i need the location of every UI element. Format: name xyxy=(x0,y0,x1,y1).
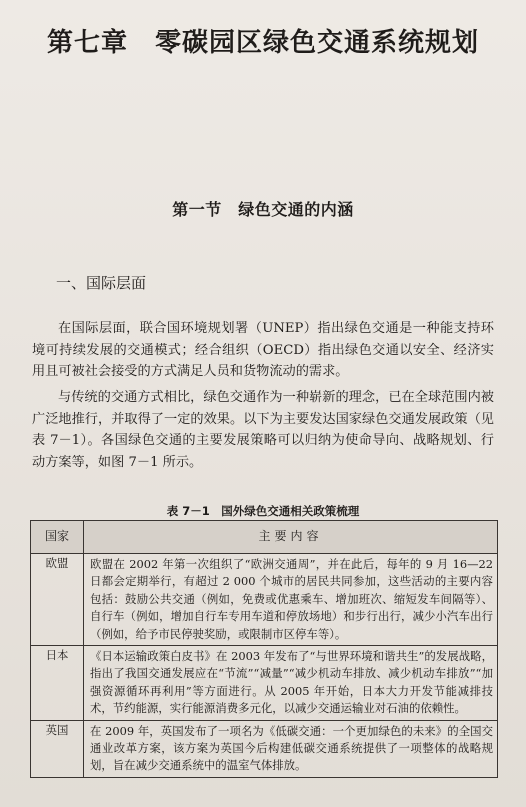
subsection-title: 一、国际层面 xyxy=(56,274,147,292)
body-paragraph: 在国际层面，联合国环境规划署（UNEP）指出绿色交通是一种能支持环境可持续发展的交通模式；经合组织（OECD）指出绿色交通以安全、经济实用且可被社会接受的方式满足人员和货物流动的需求。 xyxy=(32,321,494,379)
cell-country: 日本 xyxy=(31,646,84,721)
table-row xyxy=(31,554,498,646)
table-header-row xyxy=(31,521,498,554)
policy-table xyxy=(30,520,498,778)
cell-content: 在 2009 年，英国发布了一项名为《低碳交通：一个更加绿色的未来》的全国交通业改革方案，该方案为英国今后构建低碳交通系统提供了一项整体的战略规划，旨在减少交通系统中的温室气体排放。 xyxy=(84,720,498,777)
section-title: 第一节 绿色交通的内涵 xyxy=(172,200,354,219)
cell-country: 英国 xyxy=(31,720,84,777)
header-country: 国家 xyxy=(31,521,84,554)
body-paragraph: 与传统的交通方式相比，绿色交通作为一种崭新的理念，已在全球范围内被广泛地推行，并取得了一定的效果。以下为主要发达国家绿色交通发展政策（见表 7－1）。各国绿色交通的主要发展策略可以归纳为使命导向、战略规划、行动方案等，如图 7－1 所示。 xyxy=(32,390,494,470)
cell-content: 《日本运输政策白皮书》在 2003 年发布了“与世界环境和谐共生”的发展战略，指出了我国交通发展应在“节流”“减量”“减少机动车排放、减少机动车排放”“加强资源循环再利用”等方面进行。从 2005 年开始，日本大力开发节能减排技术，节约能源，实行能源消费多元化，以减少交通运输业对石油的依赖性。 xyxy=(84,646,498,721)
table-caption: 表 7－1 国外绿色交通相关政策梳理 xyxy=(166,504,360,518)
table-row xyxy=(31,720,498,777)
table-row xyxy=(31,646,498,721)
chapter-title: 第七章 零碳园区绿色交通系统规划 xyxy=(46,28,479,58)
header-content: 主要内容 xyxy=(84,521,498,554)
cell-country: 欧盟 xyxy=(31,554,84,646)
cell-content: 欧盟在 2002 年第一次组织了“欧洲交通周”，并在此后，每年的 9 月 16—22 日都会定期举行，有超过 2 000 个城市的居民共同参加，这些活动的主要内容包括：鼓励公共交通（例如，免费或优惠乘车、增加班次、缩短发车间隔等）、自行车（例如，增加自行车专用车道和停放场地）和步行出行，减少小汽车出行（例如，给予市民停驶奖励，或限制市区停车等）。 xyxy=(84,554,498,646)
